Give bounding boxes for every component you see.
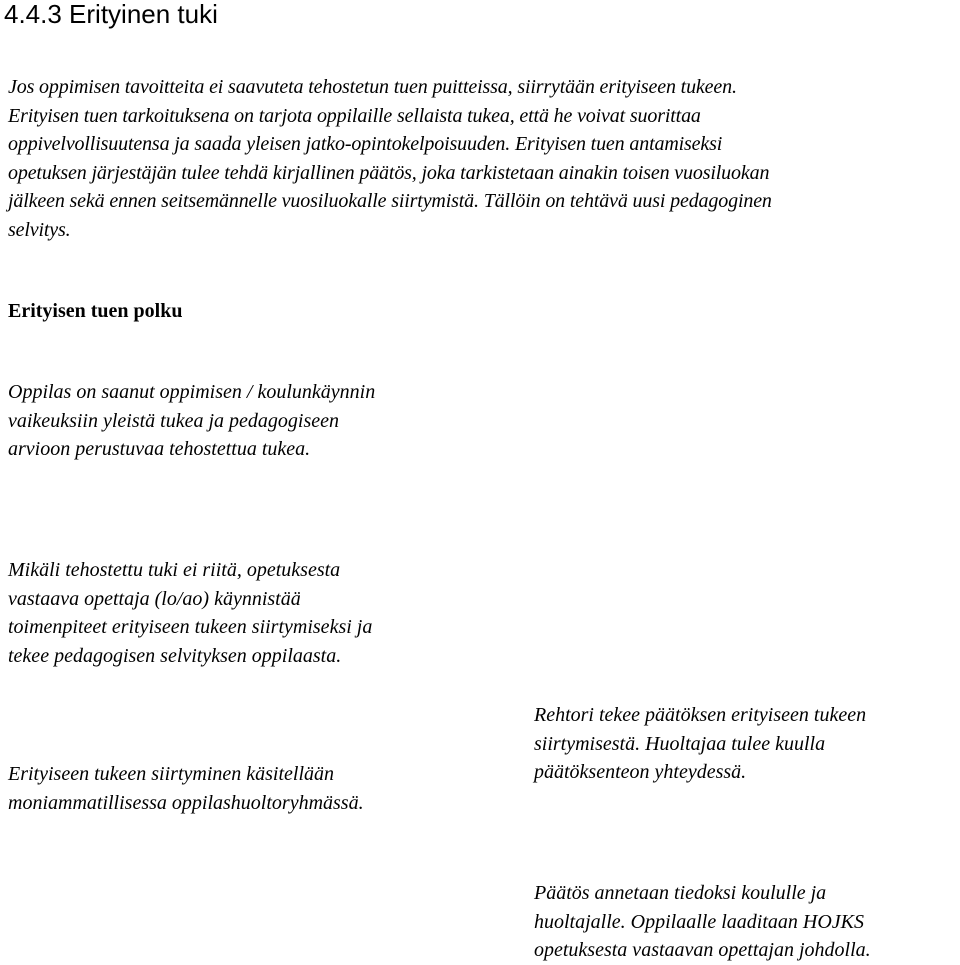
intro-line: selvitys. <box>8 218 71 241</box>
step-line: moniammatillisessa oppilashuoltoryhmässä. <box>8 791 364 814</box>
intro-line: Jos oppimisen tavoitteita ei saavuteta tehostetun tuen puitteissa, siirrytään erityiseen tukeen. <box>8 76 737 98</box>
step-line: Rehtori tekee päätöksen erityiseen tukeen <box>534 704 867 726</box>
step-line: Päätös annetaan tiedoksi koululle ja <box>534 882 827 904</box>
path-step-5 <box>534 879 871 965</box>
path-step-4 <box>534 701 866 787</box>
step-line: toimenpiteet erityiseen tukeen siirtymiseksi ja <box>8 616 373 639</box>
step-line: Oppilas on saanut oppimisen / koulunkäynnin <box>8 381 376 403</box>
step-line: tekee pedagogisen selvityksen oppilaasta. <box>8 645 342 668</box>
path-step-3 <box>8 760 364 817</box>
section-heading: 4.4.3 Erityinen tuki <box>4 0 218 29</box>
path-step-2 <box>8 556 372 671</box>
intro-line: opetuksen järjestäjän tulee tehdä kirjallinen päätös, joka tarkistetaan ainakin toisen vuosiluokan <box>8 161 770 184</box>
intro-line: Erityisen tuen tarkoituksena on tarjota oppilaille sellaista tukea, että he voivat suorittaa <box>8 104 701 127</box>
intro-line: oppivelvollisuutensa ja saada yleisen jatko-opintokelpoisuuden. Erityisen tuen antamiseksi <box>8 133 723 155</box>
step-line: Mikäli tehostettu tuki ei riitä, opetuksesta <box>8 559 341 581</box>
step-line: päätöksenteon yhteydessä. <box>534 761 747 784</box>
step-line: opetuksesta vastaavan opettajan johdolla. <box>534 939 871 962</box>
step-line: huoltajalle. Oppilaalle laaditaan HOJKS <box>534 910 864 933</box>
step-line: vastaava opettaja (lo/ao) käynnistää <box>8 587 301 610</box>
step-line: arvioon perustuvaa tehostettua tukea. <box>8 438 311 461</box>
step-line: vaikeuksiin yleistä tukea ja pedagogiseen <box>8 409 340 432</box>
intro-paragraph <box>8 73 958 244</box>
intro-line: jälkeen sekä ennen seitsemännelle vuosiluokalle siirtymistä. Tällöin on tehtävä uusi pedagoginen <box>8 190 772 212</box>
path-subheading: Erityisen tuen polku <box>8 300 183 322</box>
step-line: Erityiseen tukeen siirtyminen käsitellään <box>8 763 335 785</box>
path-step-1 <box>8 378 375 464</box>
step-line: siirtymisestä. Huoltajaa tulee kuulla <box>534 732 826 755</box>
